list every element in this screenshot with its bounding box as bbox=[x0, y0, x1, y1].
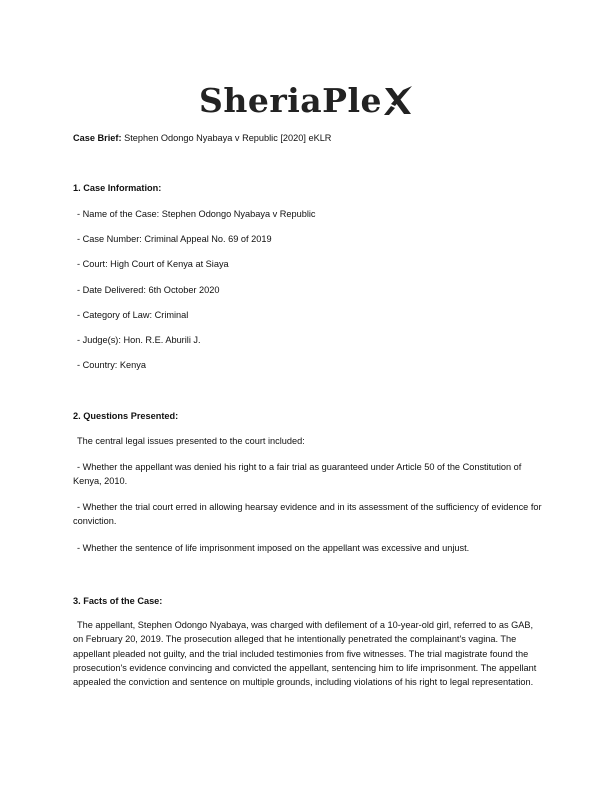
sheriaplex-logo bbox=[0, 78, 612, 122]
case-brief-line bbox=[73, 131, 543, 145]
logo-x-mark-icon bbox=[383, 84, 413, 118]
case-info-item: - Judge(s): Hon. R.E. Aburili J. bbox=[77, 335, 201, 345]
case-information-heading: 1. Case Information: bbox=[73, 183, 162, 193]
facts-body: The appellant, Stephen Odongo Nyabaya, was charged with defilement of a 10-year-old girl, referred to as GAB, on February 20, 2019. The prosecution alleged that he intentionally penetrated the complainant's vagina. The appellant pleaded not guilty, and the trial included testimonies from five witnesses. The trial magistrate found the prosecution's evidence convincing and convicted the appellant, sentencing him to life imprisonment. The appellant appealed the conviction and sentence on multiple grounds, including violations of his right to legal representation. bbox=[73, 620, 537, 688]
question-item: - Whether the trial court erred in allowing hearsay evidence and in its assessment of the sufficiency of evidence for conviction. bbox=[73, 502, 542, 527]
case-info-item: - Country: Kenya bbox=[77, 360, 146, 370]
facts-heading: 3. Facts of the Case: bbox=[73, 596, 163, 606]
logo-text: SheriaPle bbox=[199, 80, 382, 120]
case-info-item: - Name of the Case: Stephen Odongo Nyabaya v Republic bbox=[77, 209, 316, 219]
questions-heading: 2. Questions Presented: bbox=[73, 411, 179, 421]
case-info-item: - Category of Law: Criminal bbox=[77, 310, 189, 320]
case-info-item: - Date Delivered: 6th October 2020 bbox=[77, 285, 220, 295]
questions-intro: The central legal issues presented to the court included: bbox=[77, 436, 305, 446]
question-item: - Whether the sentence of life imprisonment imposed on the appellant was excessive and unjust. bbox=[77, 543, 470, 553]
question-item: - Whether the appellant was denied his right to a fair trial as guaranteed under Article 50 of the Constitution of Kenya, 2010. bbox=[73, 462, 522, 487]
case-info-item: - Court: High Court of Kenya at Siaya bbox=[77, 259, 229, 269]
case-brief-label: Case Brief: bbox=[73, 133, 122, 143]
case-info-item: - Case Number: Criminal Appeal No. 69 of 2019 bbox=[77, 234, 272, 244]
case-brief-title: Stephen Odongo Nyabaya v Republic [2020] eKLR bbox=[124, 133, 332, 143]
